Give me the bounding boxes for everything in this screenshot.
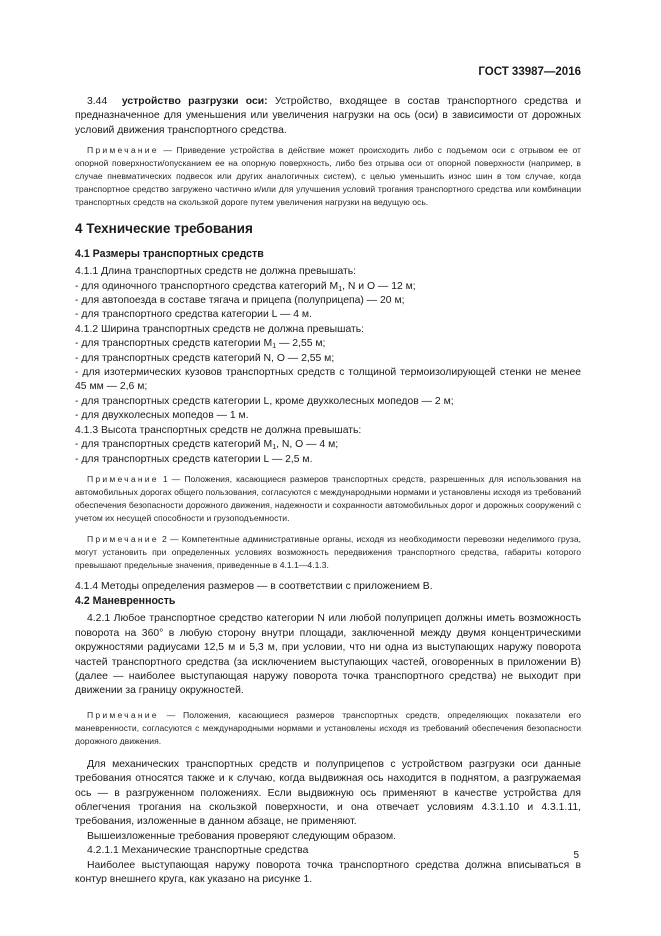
list-item: - для транспортных средств категории L, кроме двухколесных мопедов — 2 м; <box>75 395 454 407</box>
section-4-2-heading: 4.2 Маневренность <box>75 595 176 608</box>
list-item: - для транспортных средств категории L — 2,5 м. <box>75 453 313 465</box>
list-item: - для транспортного средства категории L — 4 м. <box>75 309 312 321</box>
document-code: ГОСТ 33987—2016 <box>478 66 581 78</box>
definition-text: Устройство, входящее в состав транспортного средства и предназначенное для уменьшения или увеличения нагрузки на ось (оси) в зависимости от дорожных условий движения транспортного средства. <box>75 96 581 136</box>
note-maneuverability <box>75 709 581 748</box>
term: устройство разгрузки оси: <box>121 96 268 107</box>
note-text: — Приведение устройства в действие может происходить либо с подъемом оси с отрывом ее от опорной поверхности/опусканием ее на опорную поверхность, либо без отрыва оси от опорной поверхности (например, в случае пневматических подвесок или других аналогичных систем), с целью уменьшить износ шин в том случае, когда транспортное средство загружено частично и/или для улучшения условий трогания транспортного средства или комбинации транспортных средств на скользкой дороге путем увеличения нагрузки на ведущую ось. <box>75 145 581 208</box>
note-3-44 <box>75 144 581 209</box>
clause-4-1-1 <box>75 265 581 323</box>
page-content <box>75 95 581 887</box>
paragraph-axle-device: Для механических транспортных средств и полуприцепов с устройством разгрузки оси данные требования относятся также и к случаю, когда выдвижная ось находится в поднятом, а разгружаемая ось — в разгруженном положениях. Если выдвижную ось применяют в качестве устройства для облегчения трогания на скользкой поверхности, и она отвечает условиям 4.3.1.10 и 4.3.1.11, требования, изложенные в данном абзаце, не применяют. <box>75 758 581 828</box>
note-text: 1 — Положения, касающиеся размеров транспортных средств, разрешенных для использования на автомобильных дорогах общего пользования, согласуются с международными нормами и установлены исходя из требований обеспечения безопасности дорожного движения, надежности и сохранности автомобильных дорог и дорожных сооружений с учетом их несущей способности и грузоподъемности. <box>75 473 581 523</box>
list-item: - для транспортных средств категорий $M_1$, N, O — 4 м; <box>75 439 339 452</box>
clause-number: 3.44 <box>87 96 108 107</box>
section-4-heading: 4 Технические требования <box>75 221 253 237</box>
page-number: 5 <box>573 850 579 861</box>
section-4-1-heading: 4.1 Размеры транспортных средств <box>75 248 264 261</box>
paragraph-verification: Вышеизложенные требования проверяют следующим образом. <box>87 830 397 842</box>
note-text: 2 — Компетентные административные органы, исходя из необходимости перевозки неделимого груза, могут установить при определенных условиях возможность передвижения транспортного средства, габариты которого превышают предельные значения, приведенные в 4.1.1—4.1.3. <box>75 533 581 570</box>
list-item: - для одиночного транспортного средства категорий $M_1$, N и O — 12 м; <box>75 280 416 293</box>
list-item: - для транспортных средств категорий N, O — 2,55 м; <box>75 352 335 364</box>
list-item: - для автопоезда в составе тягача и прицепа (полуприцепа) — 20 м; <box>75 295 405 307</box>
list-item: - для изотермических кузовов транспортных средств с толщиной термоизолирующей стенки не менее 45 мм — 2,6 м; <box>75 367 581 393</box>
definition-3-44 <box>75 95 581 138</box>
clause-4-1-2-intro: 4.1.2 Ширина транспортных средств не должна превышать: <box>75 323 365 335</box>
paragraph-outer-circle: Наиболее выступающая наружу поворота точка транспортного средства должна вписываться в контур внешнего круга, как указано на рисунке 1. <box>75 859 581 885</box>
list-item: - для транспортных средств категории $M_1$ — 2,55 м; <box>75 338 326 351</box>
clause-4-1-4: 4.1.4 Методы определения размеров — в соответствии с приложением В. <box>75 580 433 592</box>
note-2 <box>75 533 581 572</box>
clause-4-1-2-rest <box>75 395 581 424</box>
clause-4-1-3 <box>75 424 581 467</box>
clause-4-1-2 <box>75 323 581 366</box>
clause-4-1-1-intro: 4.1.1 Длина транспортных средств не должна превышать: <box>75 266 357 278</box>
note-label: Примечание <box>87 473 159 484</box>
clause-4-1-3-intro: 4.1.3 Высота транспортных средств не должна превышать: <box>75 424 362 436</box>
list-item: - для двухколесных мопедов — 1 м. <box>75 410 249 422</box>
clause-4-2-1: 4.2.1 Любое транспортное средство категории N или любой полуприцеп должны иметь возможность поворота на 360° в любую сторону внутри площади, заключенной между двумя концентрическими окружностями радиусами 12,5 м и 5,3 м, при условии, что ни одна из выступающих наружу поворота частей транспортного средства (за исключением выступающих частей, оговоренных в приложении В) (далее — наиболее выступающая наружу поворота точка транспортного средства) не выходит при движении за границу окружностей. <box>75 613 581 697</box>
note-label: Примечание <box>87 533 159 544</box>
note-label: Примечание <box>87 709 159 720</box>
note-text: — Положения, касающиеся размеров транспортных средств, определяющих показатели его маневренности, согласуются с международными нормами и установлены исходя из требований обеспечения безопасности дорожного движения. <box>75 709 581 746</box>
note-label: Примечание <box>87 145 159 156</box>
note-1 <box>75 473 581 525</box>
clause-4-2-1-1: 4.2.1.1 Механические транспортные средства <box>87 845 309 857</box>
